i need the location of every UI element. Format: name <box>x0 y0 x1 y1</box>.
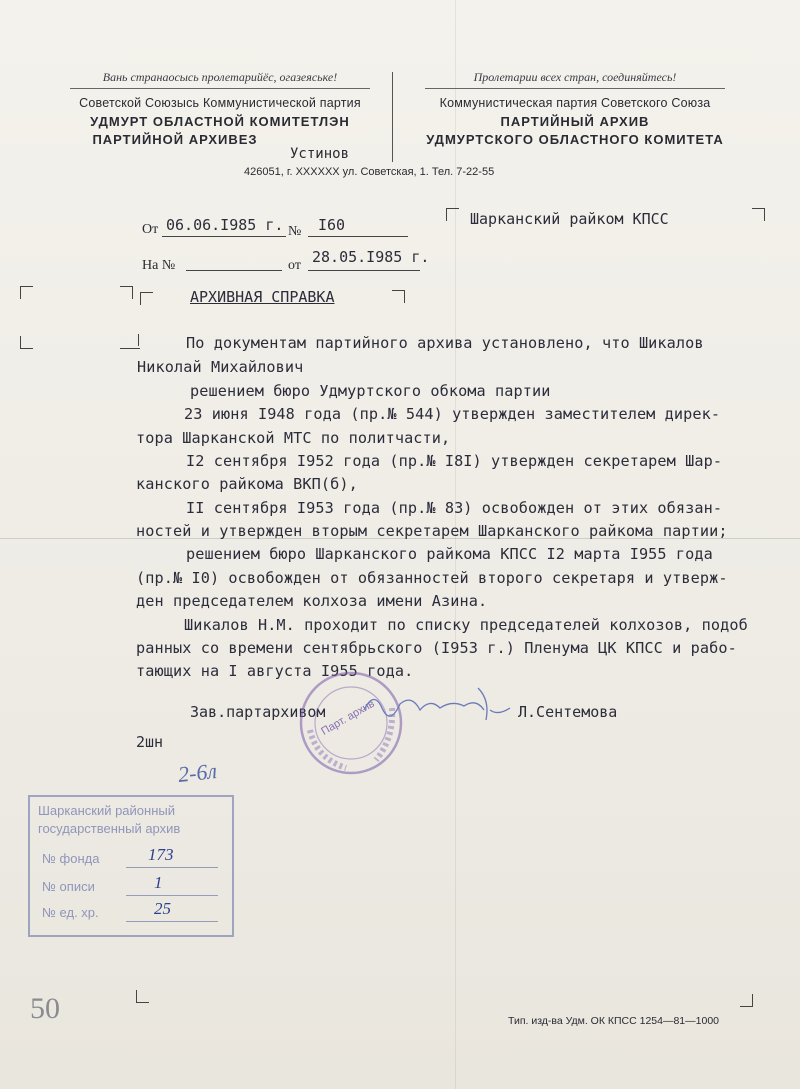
handwritten-note: 2-6л <box>176 758 219 787</box>
recipient: Шарканский райком КПСС <box>470 210 669 228</box>
body-line: (пр.№ I0) освобожден от обязанностей второго секретаря и утверж- <box>136 569 728 587</box>
corner-mark <box>752 208 765 221</box>
stamp-fond-label: № фонда <box>42 851 100 866</box>
stamp-underline <box>126 895 218 896</box>
from-date: 06.06.I985 г. <box>166 216 284 234</box>
document-title: АРХИВНАЯ СПРАВКА <box>190 288 335 306</box>
divider <box>70 88 370 89</box>
letterhead-left <box>50 70 390 147</box>
stamp-opis-label: № описи <box>42 879 95 894</box>
corner-mark <box>138 334 151 346</box>
underline <box>308 236 408 237</box>
motto-udmurt: Вань странаосысь пролетарийёс, огазеяське! <box>102 70 338 84</box>
corner-mark <box>20 336 33 349</box>
corner-mark <box>136 990 149 1003</box>
org-name-line: ПАРТИЙНОЙ АРХИВЕЗ <box>92 132 258 147</box>
divider <box>425 88 725 89</box>
body-line: I2 сентября I952 года (пр.№ I8I) утвержден секретарем Шар- <box>186 452 723 470</box>
corner-mark <box>140 292 153 305</box>
body-line: решением бюро Удмуртского обкома партии <box>190 382 551 400</box>
body-line: ностей и утвержден вторым секретарем Шарканского райкома партии; <box>136 522 728 540</box>
of-date: 28.05.I985 г. <box>312 248 430 266</box>
org-name-line: ПАРТИЙНЫЙ АРХИВ <box>500 114 650 129</box>
from-label: От <box>142 222 159 237</box>
body-line: По документам партийного архива установлено, что Шикалов <box>186 334 704 352</box>
corner-mark <box>20 286 33 299</box>
body-line: решением бюро Шарканского райкома КПСС I2 марта I955 года <box>186 545 713 563</box>
number-label: № <box>288 224 302 239</box>
corner-mark <box>120 336 140 349</box>
underline <box>162 236 286 237</box>
stamp-fond-value: 173 <box>148 845 174 864</box>
address-line: 426051, г. ХХХХХХ ул. Советская, 1. Тел. 7-22-55 <box>244 166 495 178</box>
body-line: ранных со времени сентябрьского (I953 г.) Пленума ЦК КПСС и рабо- <box>136 639 737 657</box>
body-line: II сентября I953 года (пр.№ 83) освобожден от этих обязан- <box>186 499 723 517</box>
margin-number: 50 <box>30 992 60 1025</box>
stamp-underline <box>126 867 218 868</box>
archive-stamp <box>28 795 234 937</box>
underline <box>308 270 420 271</box>
letterhead-right <box>405 70 745 147</box>
org-name-line: УДМУРТСКОГО ОБЛАСТНОГО КОМИТЕТА <box>426 132 724 147</box>
stamp-title: Шарканский районный <box>38 803 175 818</box>
corner-mark <box>446 208 459 221</box>
print-footer: Тип. изд-ва Удм. ОК КПСС 1254—81—1000 <box>508 1015 719 1027</box>
letterhead-divider <box>392 72 393 162</box>
corner-mark <box>120 286 133 299</box>
org-name-line: УДМУРТ ОБЛАСТНОЙ КОМИТЕТЛЭН <box>90 114 350 129</box>
stamp-title: государственный архив <box>38 821 181 836</box>
stamp-opis-value: 1 <box>154 873 163 892</box>
city-typed: Устинов <box>290 146 350 162</box>
corner-mark <box>740 994 753 1007</box>
motto-russian: Пролетарии всех стран, соединяйтесь! <box>473 70 677 84</box>
body-line: Николай Михайлович <box>137 358 304 376</box>
of-label: от <box>288 258 301 273</box>
to-number-label: На № <box>142 258 176 273</box>
handwritten-signature-icon <box>360 680 520 730</box>
body-line: тора Шарканской МТС по политчасти, <box>136 429 451 447</box>
corner-mark <box>392 290 405 303</box>
signer-name: Л.Сентемова <box>518 703 618 721</box>
typist-initials: 2шн <box>136 733 164 751</box>
stamp-item-label: № ед. хр. <box>42 905 99 920</box>
body-line: ден председателем колхоза имени Азина. <box>136 592 488 610</box>
signature-label: Зав.партархивом <box>190 703 326 721</box>
body-line: 23 июня I948 года (пр.№ 544) утвержден заместителем дирек- <box>184 405 721 423</box>
stamp-item-value: 25 <box>154 899 171 918</box>
body-line: тающих на I августа I955 года. <box>136 662 414 680</box>
seal-text: Парт. архив <box>319 697 377 738</box>
org-name-line: Коммунистическая партия Советского Союза <box>439 96 711 110</box>
underline <box>186 270 282 271</box>
document-number: I60 <box>318 216 346 234</box>
org-name-line: Советской Союзысь Коммунистической партия <box>79 96 361 110</box>
body-line: Шикалов Н.М. проходит по списку председателей колхозов, подоб <box>184 616 748 634</box>
stamp-underline <box>126 921 218 922</box>
body-line: канского райкома ВКП(б), <box>136 475 358 493</box>
